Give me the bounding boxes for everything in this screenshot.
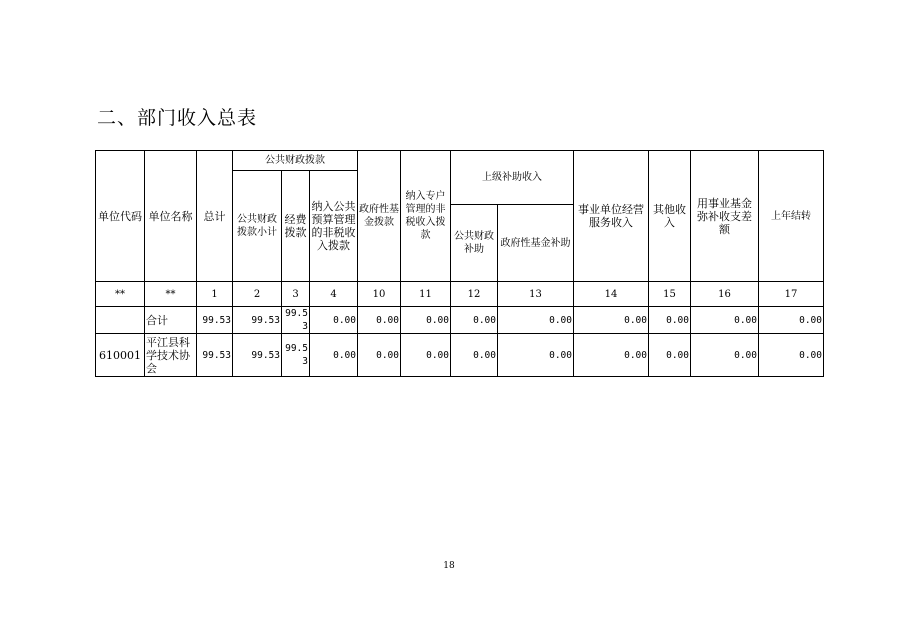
value-cell: 0.00	[358, 307, 401, 334]
value-cell: 0.00	[691, 334, 759, 377]
index-cell: 4	[310, 282, 358, 307]
index-cell: 17	[759, 282, 824, 307]
value-cell: 99.53	[197, 334, 233, 377]
value-cell: 0.00	[401, 334, 451, 377]
header-fund-balance: 用事业基金弥补收支差额	[691, 151, 759, 282]
value-cell: 0.00	[759, 334, 824, 377]
header-unit-name: 单位名称	[145, 151, 197, 282]
value-cell: 0.00	[574, 334, 649, 377]
header-nontax-budget: 纳入公共预算管理的非税收入拨款	[310, 171, 358, 282]
index-cell: **	[145, 282, 197, 307]
value-cell: 0.00	[358, 334, 401, 377]
header-gov-fund: 政府性基金拨款	[358, 151, 401, 282]
header-public-finance-subtotal: 公共财政拨款小计	[233, 171, 282, 282]
index-cell: 13	[498, 282, 574, 307]
value-cell: 0.00	[574, 307, 649, 334]
header-last-year: 上年结转	[759, 151, 824, 282]
value-cell: 99.53	[197, 307, 233, 334]
page-title: 二、部门收入总表	[97, 107, 258, 129]
index-cell: 16	[691, 282, 759, 307]
header-unit-code: 单位代码	[96, 151, 145, 282]
header-superior-gov-fund: 政府性基金补助	[498, 205, 574, 282]
header-superior-public: 公共财政补助	[451, 205, 498, 282]
value-cell: 0.00	[310, 307, 358, 334]
header-total: 总计	[197, 151, 233, 282]
value-cell: 0.00	[310, 334, 358, 377]
index-cell: 3	[282, 282, 310, 307]
value-cell: 0.00	[649, 334, 691, 377]
index-cell: 10	[358, 282, 401, 307]
header-business-service: 事业单位经营服务收入	[574, 151, 649, 282]
value-cell: 0.00	[451, 307, 498, 334]
index-cell: 2	[233, 282, 282, 307]
row-code: 610001	[96, 334, 145, 377]
header-expense-alloc: 经费拨款	[282, 171, 310, 282]
value-cell: 0.00	[759, 307, 824, 334]
index-cell: 12	[451, 282, 498, 307]
table-row-unit	[96, 334, 824, 377]
value-cell: 0.00	[401, 307, 451, 334]
value-cell-wrap	[282, 334, 310, 377]
row-code	[96, 307, 145, 334]
value-cell: 99.53	[233, 334, 282, 377]
value-text: 99.53	[285, 343, 308, 367]
page-number: 18	[443, 561, 455, 571]
header-nontax-special: 纳入专户管理的非税收入拨款	[401, 151, 451, 282]
index-cell: **	[96, 282, 145, 307]
index-cell: 11	[401, 282, 451, 307]
header-public-finance-group: 公共财政拨款	[233, 151, 358, 171]
value-cell: 0.00	[691, 307, 759, 334]
index-cell: 14	[574, 282, 649, 307]
row-name: 合计	[145, 307, 197, 334]
header-superior-group: 上级补助收入	[451, 151, 574, 205]
index-cell: 15	[649, 282, 691, 307]
value-cell: 0.00	[498, 307, 574, 334]
table-row-total	[96, 307, 824, 334]
value-text: 99.53	[285, 308, 308, 332]
row-name: 平江县科学技术协会	[145, 334, 197, 377]
value-cell: 0.00	[498, 334, 574, 377]
value-cell: 99.53	[233, 307, 282, 334]
index-cell: 1	[197, 282, 233, 307]
header-other-income: 其他收入	[649, 151, 691, 282]
value-cell: 0.00	[451, 334, 498, 377]
income-summary-table	[95, 150, 824, 377]
value-cell: 0.00	[649, 307, 691, 334]
value-cell-wrap	[282, 307, 310, 334]
